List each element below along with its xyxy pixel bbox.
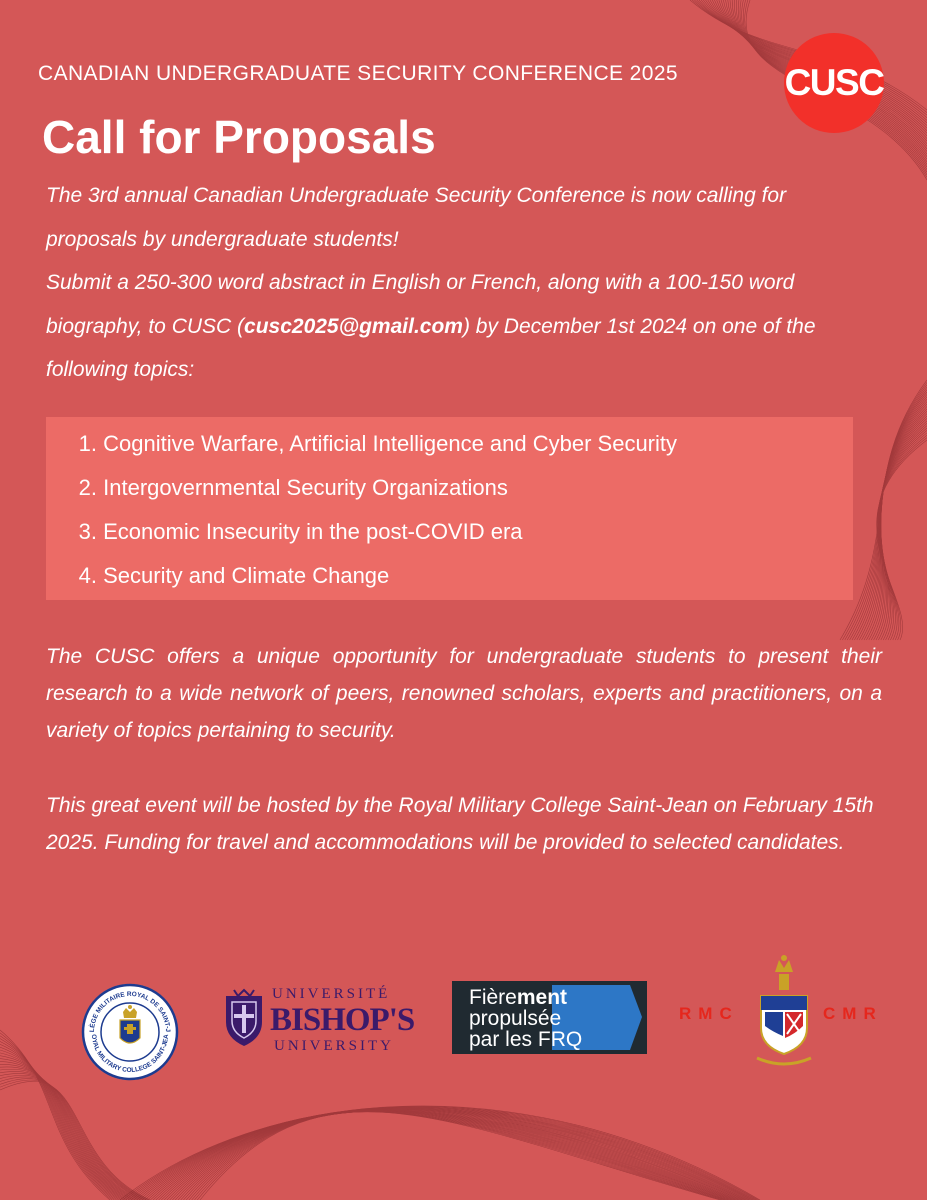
rmc-text: RMC xyxy=(679,1004,739,1023)
cusc-logo-badge: CUSC xyxy=(784,33,884,133)
frq-line-1: Fièrement xyxy=(469,986,568,1009)
bishops-university-logo xyxy=(222,986,422,1056)
topics-list-box xyxy=(46,417,853,600)
cmr-text: CMR xyxy=(823,1004,883,1023)
rmc-saint-jean-logo xyxy=(80,982,180,1082)
topic-item: 3. Economic Insecurity in the post-COVID era xyxy=(78,519,523,544)
event-paragraph: This great event will be hosted by the Royal Military College Saint-Jean on February 15th 2025. Funding for travel and accommodations will be provided to selected candidates. xyxy=(46,794,874,854)
sponsor-logos xyxy=(0,950,927,1080)
bishops-university-text: UNIVERSITY xyxy=(274,1038,394,1054)
frq-line-3: par les FRQ xyxy=(469,1028,583,1051)
email-address[interactable]: cusc2025@gmail.com xyxy=(244,314,463,338)
topics-list xyxy=(46,417,853,598)
topic-item: 2. Intergovernmental Security Organizations xyxy=(78,475,508,500)
frq-logo xyxy=(452,981,647,1054)
rmc-ring-bottom-text: OYAL MILITARY COLLEGE SAINT-JEA xyxy=(89,1034,171,1075)
conference-name: CANADIAN UNDERGRADUATE SECURITY CONFERENCE 2025 xyxy=(38,62,678,85)
intro-text xyxy=(46,174,876,392)
bishops-crest-icon xyxy=(222,988,266,1048)
rmc-crest-icon xyxy=(749,950,819,1080)
bishops-universite-text: UNIVERSITÉ xyxy=(272,986,391,1002)
topic-item: 4. Security and Climate Change xyxy=(78,563,390,588)
intro-line-1: The 3rd annual Canadian Undergraduate Security Conference is now calling for proposals by undergraduate students! xyxy=(46,184,787,251)
topic-item: 1. Cognitive Warfare, Artificial Intelligence and Cyber Security xyxy=(78,431,678,456)
frq-line-2: propulsée xyxy=(469,1007,562,1030)
opportunity-paragraph: The CUSC offers a unique opportunity for undergraduate students to present their research to a wide network of peers, renowned scholars, experts and practitioners, on a variety of topics pertaining to security. xyxy=(46,645,882,742)
bishops-name-text: BISHOP'S xyxy=(270,1002,415,1038)
intro-line-2: Submit a 250-300 word abstract in English or French, along with a 100-150 word biography, to CUSC (cusc2025@gmail.com) by December 1st 2024 on one of the following topics: xyxy=(46,271,816,381)
rmc-ring-top-text: LÈGE MILITAIRE ROYAL DE SAINT-J xyxy=(88,990,172,1033)
page-title: Call for Proposals xyxy=(42,111,436,163)
rmc-cmr-logo xyxy=(677,950,887,1080)
